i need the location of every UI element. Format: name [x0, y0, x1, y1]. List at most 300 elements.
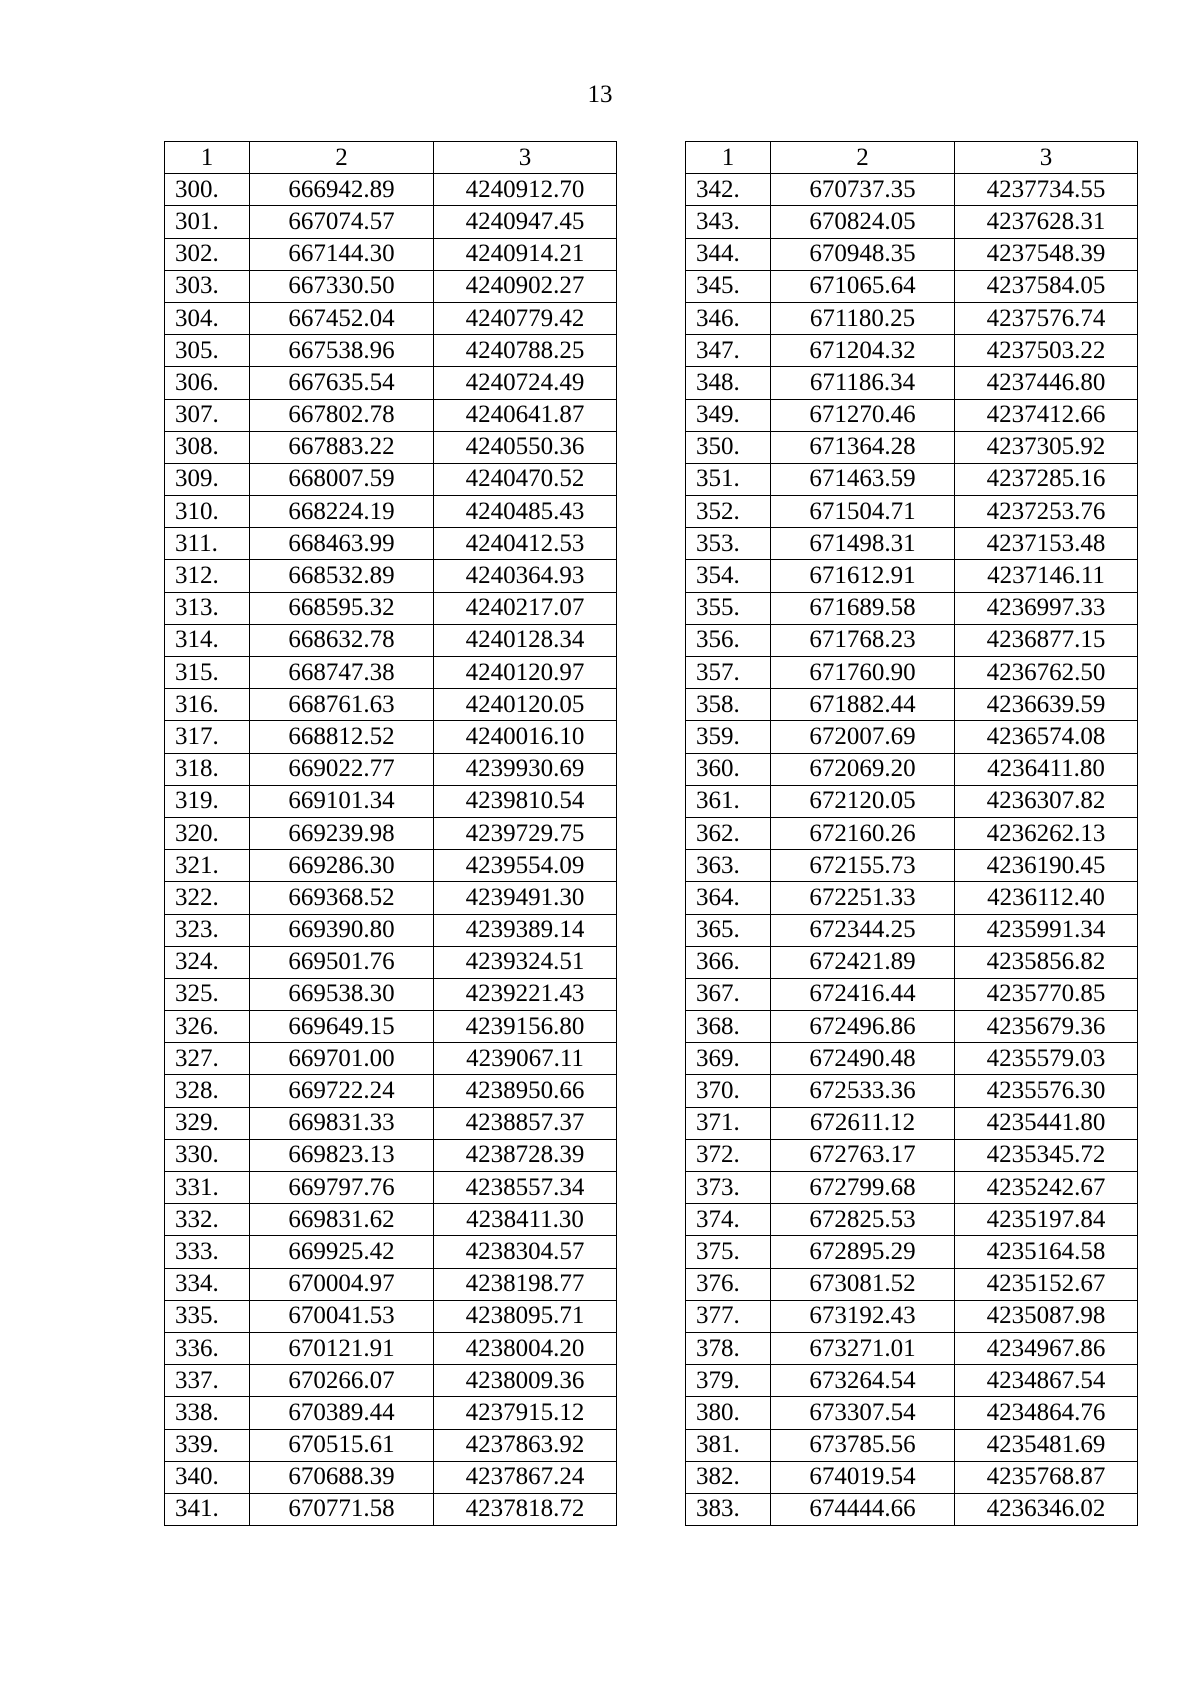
coordinate-x: 672120.05 [771, 785, 955, 817]
point-number: 319. [165, 785, 250, 817]
coordinate-x: 668532.89 [250, 560, 434, 592]
coordinate-y: 4238095.71 [434, 1300, 617, 1332]
coordinate-y: 4240641.87 [434, 399, 617, 431]
coordinate-y: 4237863.92 [434, 1429, 617, 1461]
coordinate-y: 4237548.39 [955, 238, 1138, 270]
coordinate-x: 671065.64 [771, 270, 955, 302]
coordinate-x: 672416.44 [771, 978, 955, 1010]
coordinate-x: 668007.59 [250, 463, 434, 495]
point-number: 342. [686, 174, 771, 206]
table-row [165, 785, 617, 817]
table-row [165, 946, 617, 978]
coordinate-x: 673785.56 [771, 1429, 955, 1461]
point-number: 338. [165, 1397, 250, 1429]
coordinate-y: 4236190.45 [955, 850, 1138, 882]
point-number: 369. [686, 1043, 771, 1075]
point-number: 380. [686, 1397, 771, 1429]
table-row [686, 624, 1138, 656]
table-row [165, 1493, 617, 1525]
point-number: 331. [165, 1172, 250, 1204]
coordinate-y: 4236997.33 [955, 592, 1138, 624]
table-row [165, 753, 617, 785]
table-row [686, 721, 1138, 753]
coordinate-y: 4235242.67 [955, 1172, 1138, 1204]
table-row [165, 463, 617, 495]
coordinate-x: 672533.36 [771, 1075, 955, 1107]
column-header-x: 2 [250, 142, 434, 174]
coordinate-y: 4236262.13 [955, 817, 1138, 849]
point-number: 306. [165, 367, 250, 399]
table-row [686, 270, 1138, 302]
point-number: 308. [165, 431, 250, 463]
table-row [686, 174, 1138, 206]
coordinate-x: 670389.44 [250, 1397, 434, 1429]
table-row [165, 174, 617, 206]
table-row [165, 270, 617, 302]
coordinate-x: 673192.43 [771, 1300, 955, 1332]
point-number: 316. [165, 689, 250, 721]
point-number: 376. [686, 1268, 771, 1300]
coordinate-y: 4238198.77 [434, 1268, 617, 1300]
point-number: 361. [686, 785, 771, 817]
coordinate-y: 4237734.55 [955, 174, 1138, 206]
coordinate-x: 671689.58 [771, 592, 955, 624]
coordinate-x: 674019.54 [771, 1461, 955, 1493]
coordinate-y: 4239067.11 [434, 1043, 617, 1075]
coordinate-y: 4238950.66 [434, 1075, 617, 1107]
point-number: 334. [165, 1268, 250, 1300]
coordinate-y: 4234967.86 [955, 1332, 1138, 1364]
coordinate-x: 670948.35 [771, 238, 955, 270]
table-row [686, 560, 1138, 592]
table-row [686, 1043, 1138, 1075]
table-row [165, 528, 617, 560]
point-number: 345. [686, 270, 771, 302]
table-row [686, 206, 1138, 238]
table-row [165, 1397, 617, 1429]
table-row [686, 689, 1138, 721]
column-header-y: 3 [434, 142, 617, 174]
coordinate-y: 4235679.36 [955, 1011, 1138, 1043]
table-row [165, 978, 617, 1010]
coordinate-x: 673307.54 [771, 1397, 955, 1429]
coordinate-y: 4240016.10 [434, 721, 617, 753]
coordinates-table-right [685, 141, 1138, 1526]
point-number: 322. [165, 882, 250, 914]
coordinate-x: 672611.12 [771, 1107, 955, 1139]
point-number: 379. [686, 1365, 771, 1397]
point-number: 327. [165, 1043, 250, 1075]
point-number: 366. [686, 946, 771, 978]
coordinate-x: 670737.35 [771, 174, 955, 206]
point-number: 372. [686, 1139, 771, 1171]
point-number: 305. [165, 335, 250, 367]
point-number: 343. [686, 206, 771, 238]
point-number: 324. [165, 946, 250, 978]
coordinate-y: 4235197.84 [955, 1204, 1138, 1236]
coordinate-y: 4240912.70 [434, 174, 617, 206]
table-row [686, 238, 1138, 270]
coordinate-y: 4235579.03 [955, 1043, 1138, 1075]
coordinate-y: 4240485.43 [434, 496, 617, 528]
coordinate-x: 669538.30 [250, 978, 434, 1010]
coordinate-y: 4237412.66 [955, 399, 1138, 431]
coordinate-y: 4238557.34 [434, 1172, 617, 1204]
coordinate-x: 670771.58 [250, 1493, 434, 1525]
table-row [686, 592, 1138, 624]
coordinate-y: 4240947.45 [434, 206, 617, 238]
table-row [165, 624, 617, 656]
point-number: 367. [686, 978, 771, 1010]
coordinate-x: 672421.89 [771, 946, 955, 978]
table-row [686, 496, 1138, 528]
coordinate-x: 669101.34 [250, 785, 434, 817]
coordinate-x: 668224.19 [250, 496, 434, 528]
coordinate-x: 672344.25 [771, 914, 955, 946]
point-number: 335. [165, 1300, 250, 1332]
point-number: 317. [165, 721, 250, 753]
coordinate-x: 668747.38 [250, 657, 434, 689]
column-header-x: 2 [771, 142, 955, 174]
coordinate-y: 4240120.97 [434, 657, 617, 689]
coordinate-x: 667635.54 [250, 367, 434, 399]
coordinate-y: 4235856.82 [955, 946, 1138, 978]
table-row [165, 882, 617, 914]
table-row [165, 302, 617, 334]
coordinate-y: 4240128.34 [434, 624, 617, 656]
point-number: 351. [686, 463, 771, 495]
table-row [686, 1300, 1138, 1332]
table-row [165, 1268, 617, 1300]
point-number: 365. [686, 914, 771, 946]
table-row [165, 1332, 617, 1364]
table-row [686, 399, 1138, 431]
table-row [165, 1429, 617, 1461]
coordinate-y: 4237915.12 [434, 1397, 617, 1429]
coordinate-x: 667144.30 [250, 238, 434, 270]
point-number: 336. [165, 1332, 250, 1364]
coordinate-y: 4238728.39 [434, 1139, 617, 1171]
table-row [686, 1236, 1138, 1268]
coordinate-y: 4235441.80 [955, 1107, 1138, 1139]
page-number: 13 [587, 81, 613, 108]
coordinate-x: 672007.69 [771, 721, 955, 753]
coordinate-y: 4236411.80 [955, 753, 1138, 785]
table-row [686, 463, 1138, 495]
table-row [686, 335, 1138, 367]
coordinate-y: 4237818.72 [434, 1493, 617, 1525]
point-number: 318. [165, 753, 250, 785]
point-number: 300. [165, 174, 250, 206]
table-row [165, 1075, 617, 1107]
point-number: 375. [686, 1236, 771, 1268]
table-row [686, 1172, 1138, 1204]
table-row [686, 850, 1138, 882]
coordinate-x: 667538.96 [250, 335, 434, 367]
coordinate-x: 669239.98 [250, 817, 434, 849]
coordinate-y: 4234864.76 [955, 1397, 1138, 1429]
coordinate-y: 4235345.72 [955, 1139, 1138, 1171]
table-row [686, 367, 1138, 399]
table-row [686, 785, 1138, 817]
coordinate-y: 4239930.69 [434, 753, 617, 785]
table-row [686, 1429, 1138, 1461]
coordinate-x: 669022.77 [250, 753, 434, 785]
table-row [165, 335, 617, 367]
coordinate-y: 4239221.43 [434, 978, 617, 1010]
coordinate-y: 4240724.49 [434, 367, 617, 399]
point-number: 311. [165, 528, 250, 560]
table-row [165, 367, 617, 399]
table-row [686, 657, 1138, 689]
table-row [165, 1011, 617, 1043]
point-number: 302. [165, 238, 250, 270]
point-number: 310. [165, 496, 250, 528]
coordinate-y: 4240217.07 [434, 592, 617, 624]
table-row [165, 496, 617, 528]
coordinate-x: 674444.66 [771, 1493, 955, 1525]
coordinate-y: 4237628.31 [955, 206, 1138, 238]
point-number: 353. [686, 528, 771, 560]
coordinate-x: 672069.20 [771, 753, 955, 785]
point-number: 344. [686, 238, 771, 270]
table-row [686, 946, 1138, 978]
point-number: 326. [165, 1011, 250, 1043]
point-number: 337. [165, 1365, 250, 1397]
coordinate-x: 672490.48 [771, 1043, 955, 1075]
coordinate-y: 4239491.30 [434, 882, 617, 914]
point-number: 364. [686, 882, 771, 914]
point-number: 330. [165, 1139, 250, 1171]
coordinate-y: 4238304.57 [434, 1236, 617, 1268]
table-row [686, 1397, 1138, 1429]
coordinate-y: 4235768.87 [955, 1461, 1138, 1493]
coordinate-x: 671612.91 [771, 560, 955, 592]
coordinate-x: 671882.44 [771, 689, 955, 721]
coordinate-x: 668632.78 [250, 624, 434, 656]
coordinate-x: 668761.63 [250, 689, 434, 721]
point-number: 307. [165, 399, 250, 431]
point-number: 320. [165, 817, 250, 849]
point-number: 368. [686, 1011, 771, 1043]
coordinate-x: 670004.97 [250, 1268, 434, 1300]
coordinate-y: 4239729.75 [434, 817, 617, 849]
coordinate-x: 667883.22 [250, 431, 434, 463]
table-row [165, 592, 617, 624]
coordinate-y: 4240550.36 [434, 431, 617, 463]
coordinate-x: 671270.46 [771, 399, 955, 431]
table-row [165, 914, 617, 946]
coordinate-y: 4238004.20 [434, 1332, 617, 1364]
point-number: 350. [686, 431, 771, 463]
coordinate-x: 671204.32 [771, 335, 955, 367]
point-number: 313. [165, 592, 250, 624]
coordinate-y: 4240788.25 [434, 335, 617, 367]
table-row [165, 431, 617, 463]
table-row [686, 882, 1138, 914]
point-number: 323. [165, 914, 250, 946]
coordinate-x: 669649.15 [250, 1011, 434, 1043]
point-number: 360. [686, 753, 771, 785]
coordinate-x: 669797.76 [250, 1172, 434, 1204]
coordinate-y: 4235770.85 [955, 978, 1138, 1010]
coordinate-y: 4238411.30 [434, 1204, 617, 1236]
table-row [686, 528, 1138, 560]
coordinate-x: 672895.29 [771, 1236, 955, 1268]
coordinate-y: 4236307.82 [955, 785, 1138, 817]
point-number: 303. [165, 270, 250, 302]
column-header-number: 1 [686, 142, 771, 174]
table-row [686, 1011, 1138, 1043]
point-number: 378. [686, 1332, 771, 1364]
point-number: 339. [165, 1429, 250, 1461]
coordinate-y: 4240120.05 [434, 689, 617, 721]
coordinate-x: 671364.28 [771, 431, 955, 463]
table-row [165, 721, 617, 753]
coordinate-x: 673081.52 [771, 1268, 955, 1300]
table-row [686, 1075, 1138, 1107]
point-number: 363. [686, 850, 771, 882]
coordinate-y: 4239324.51 [434, 946, 617, 978]
point-number: 374. [686, 1204, 771, 1236]
coordinate-x: 673264.54 [771, 1365, 955, 1397]
point-number: 357. [686, 657, 771, 689]
point-number: 333. [165, 1236, 250, 1268]
coordinate-y: 4239389.14 [434, 914, 617, 946]
coordinate-x: 673271.01 [771, 1332, 955, 1364]
point-number: 347. [686, 335, 771, 367]
coordinate-y: 4236762.50 [955, 657, 1138, 689]
coordinate-x: 669286.30 [250, 850, 434, 882]
table-row [686, 753, 1138, 785]
coordinate-y: 4239156.80 [434, 1011, 617, 1043]
coordinate-x: 669701.00 [250, 1043, 434, 1075]
coordinate-y: 4240779.42 [434, 302, 617, 334]
table-row [165, 1043, 617, 1075]
point-number: 332. [165, 1204, 250, 1236]
point-number: 325. [165, 978, 250, 1010]
coordinate-x: 670121.91 [250, 1332, 434, 1364]
table-row [686, 1204, 1138, 1236]
table-row [686, 1139, 1138, 1171]
coordinate-y: 4237146.11 [955, 560, 1138, 592]
table-row [165, 1300, 617, 1332]
table-row [165, 238, 617, 270]
table-header-row [686, 142, 1138, 174]
table-row [686, 1268, 1138, 1300]
coordinate-x: 669390.80 [250, 914, 434, 946]
table-header-row [165, 142, 617, 174]
coordinate-x: 671180.25 [771, 302, 955, 334]
point-number: 315. [165, 657, 250, 689]
coordinate-y: 4236112.40 [955, 882, 1138, 914]
coordinate-y: 4239554.09 [434, 850, 617, 882]
table-row [165, 689, 617, 721]
coordinate-x: 669823.13 [250, 1139, 434, 1171]
table-row [165, 1204, 617, 1236]
coordinate-x: 670266.07 [250, 1365, 434, 1397]
table-row [686, 1365, 1138, 1397]
coordinate-y: 4237584.05 [955, 270, 1138, 302]
point-number: 359. [686, 721, 771, 753]
point-number: 349. [686, 399, 771, 431]
coordinate-x: 668812.52 [250, 721, 434, 753]
coordinate-x: 672496.86 [771, 1011, 955, 1043]
table-row [165, 850, 617, 882]
coordinate-x: 672799.68 [771, 1172, 955, 1204]
coordinate-y: 4236639.59 [955, 689, 1138, 721]
point-number: 314. [165, 624, 250, 656]
coordinate-x: 669501.76 [250, 946, 434, 978]
coordinate-x: 671498.31 [771, 528, 955, 560]
table-row [165, 206, 617, 238]
point-number: 312. [165, 560, 250, 592]
coordinate-x: 672825.53 [771, 1204, 955, 1236]
table-row [165, 817, 617, 849]
coordinate-y: 4237576.74 [955, 302, 1138, 334]
table-row [686, 431, 1138, 463]
coordinate-y: 4240364.93 [434, 560, 617, 592]
coordinate-y: 4235087.98 [955, 1300, 1138, 1332]
coordinate-y: 4238857.37 [434, 1107, 617, 1139]
coordinate-x: 672155.73 [771, 850, 955, 882]
coordinate-x: 669722.24 [250, 1075, 434, 1107]
coordinate-y: 4237446.80 [955, 367, 1138, 399]
coordinate-y: 4240902.27 [434, 270, 617, 302]
coordinate-y: 4240412.53 [434, 528, 617, 560]
point-number: 328. [165, 1075, 250, 1107]
point-number: 329. [165, 1107, 250, 1139]
table-row [686, 1107, 1138, 1139]
coordinate-x: 668463.99 [250, 528, 434, 560]
coordinate-y: 4235164.58 [955, 1236, 1138, 1268]
table-row [686, 914, 1138, 946]
coordinate-y: 4236877.15 [955, 624, 1138, 656]
table-row [165, 399, 617, 431]
coordinate-x: 670041.53 [250, 1300, 434, 1332]
table-row [686, 817, 1138, 849]
coordinate-y: 4238009.36 [434, 1365, 617, 1397]
coordinate-x: 668595.32 [250, 592, 434, 624]
point-number: 382. [686, 1461, 771, 1493]
coordinate-x: 672251.33 [771, 882, 955, 914]
point-number: 354. [686, 560, 771, 592]
coordinate-y: 4236574.08 [955, 721, 1138, 753]
table-row [165, 1236, 617, 1268]
coordinate-x: 667452.04 [250, 302, 434, 334]
coordinate-x: 667074.57 [250, 206, 434, 238]
point-number: 370. [686, 1075, 771, 1107]
coordinate-y: 4237867.24 [434, 1461, 617, 1493]
table-row [686, 1493, 1138, 1525]
point-number: 355. [686, 592, 771, 624]
point-number: 348. [686, 367, 771, 399]
coordinate-x: 669925.42 [250, 1236, 434, 1268]
coordinate-x: 672160.26 [771, 817, 955, 849]
coordinates-table-left [164, 141, 617, 1526]
coordinate-y: 4240470.52 [434, 463, 617, 495]
coordinate-x: 667330.50 [250, 270, 434, 302]
table-row [165, 1139, 617, 1171]
coordinate-x: 669831.62 [250, 1204, 434, 1236]
coordinate-y: 4236346.02 [955, 1493, 1138, 1525]
table-row [165, 1172, 617, 1204]
table-row [686, 978, 1138, 1010]
table-row [686, 1332, 1138, 1364]
coordinate-x: 669368.52 [250, 882, 434, 914]
coordinate-y: 4237503.22 [955, 335, 1138, 367]
coordinate-x: 672763.17 [771, 1139, 955, 1171]
